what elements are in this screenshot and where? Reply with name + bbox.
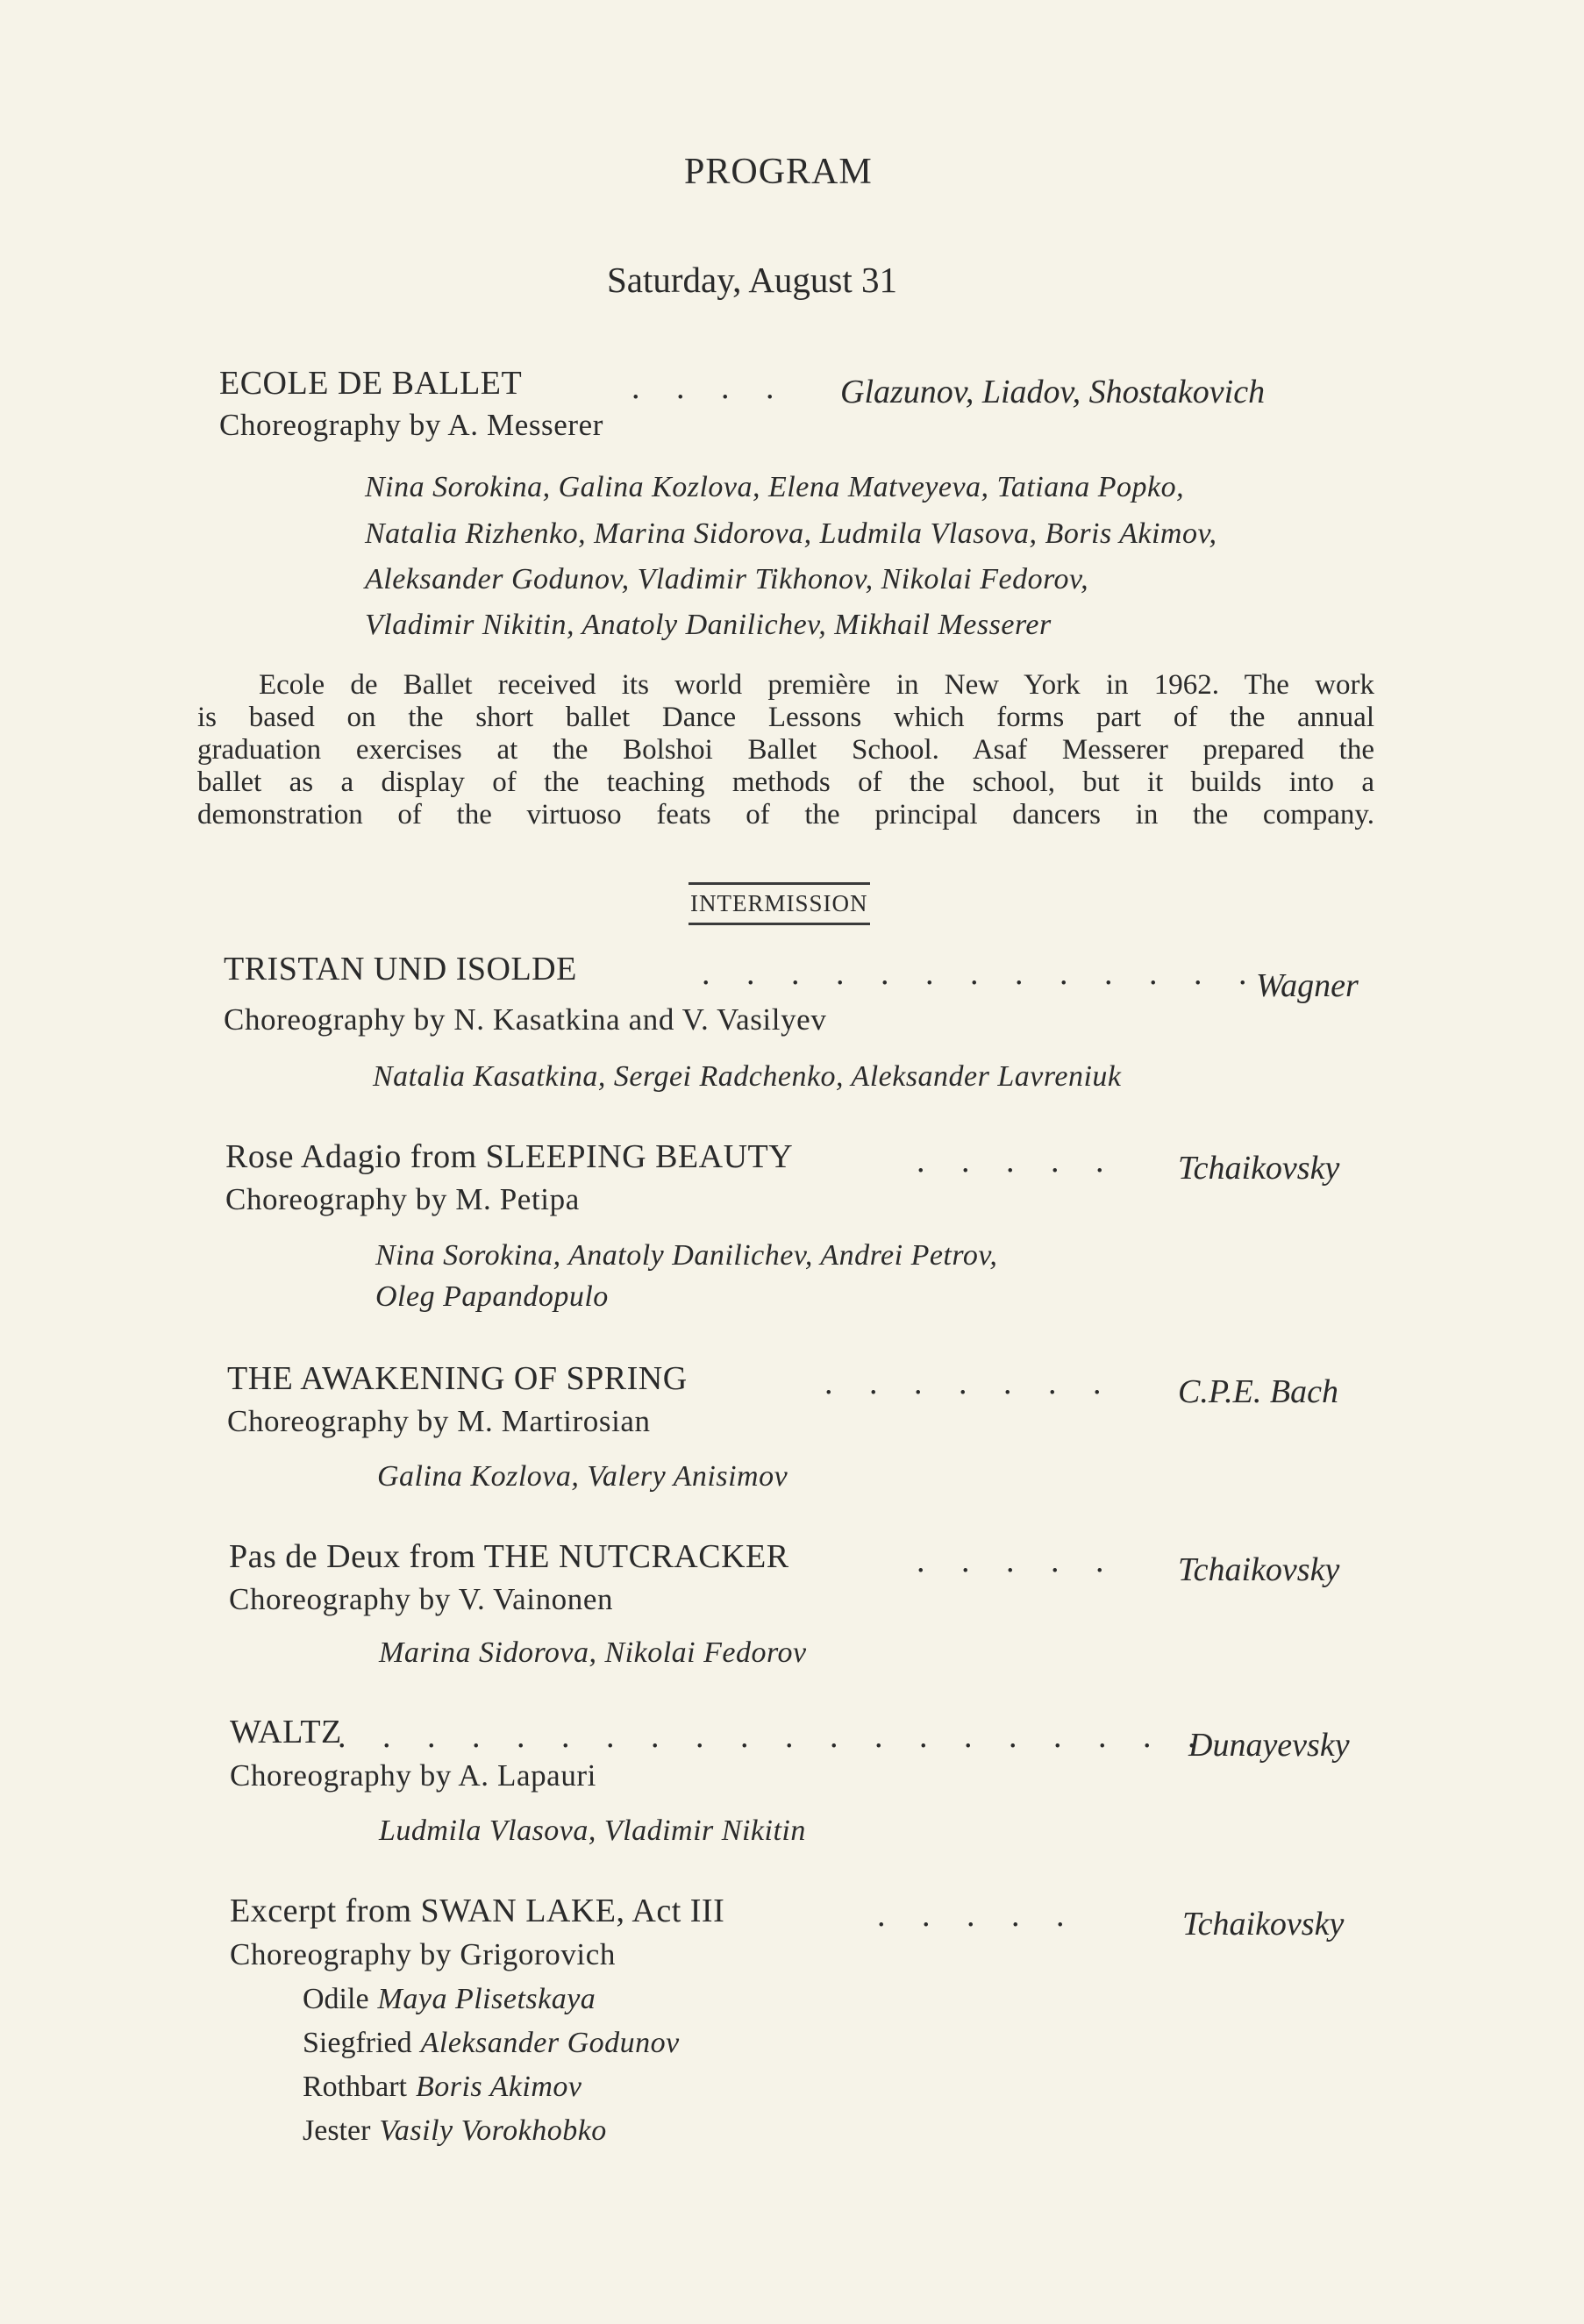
piece-title: THE AWAKENING OF SPRING xyxy=(227,1360,688,1397)
choreographer: Choreography by N. Kasatkina and V. Vasilyev xyxy=(224,1002,827,1037)
page-title: PROGRAM xyxy=(684,152,873,192)
cast-line: Aleksander Godunov, Vladimir Tikhonov, Nikolai Fedorov, xyxy=(365,563,1089,595)
piece-title: Excerpt from SWAN LAKE, Act III xyxy=(230,1893,725,1929)
piece-title: Pas de Deux from THE NUTCRACKER xyxy=(229,1538,789,1575)
leader-dots: . . . . . . . . . . . . . . . . . . . . xyxy=(338,1718,1210,1755)
cast-line: Natalia Kasatkina, Sergei Radchenko, Aleksander Lavreniuk xyxy=(373,1060,1122,1093)
leader-dots: . . . . . xyxy=(917,1143,1118,1180)
choreographer: Choreography by A. Messerer xyxy=(219,408,604,442)
choreographer: Choreography by A. Lapauri xyxy=(230,1758,596,1793)
piece-title: Rose Adagio from SLEEPING BEAUTY xyxy=(225,1138,794,1175)
piece-title: WALTZ xyxy=(230,1714,342,1750)
piece-title: ECOLE DE BALLET xyxy=(219,365,523,402)
cast-line: Vladimir Nikitin, Anatoly Danilichev, Mikhail Messerer xyxy=(365,609,1052,641)
cast-line: Natalia Rizhenko, Marina Sidorova, Ludmila Vlasova, Boris Akimov, xyxy=(365,517,1217,550)
leader-dots: . . . . . . . xyxy=(824,1365,1116,1401)
leader-dots: . . . . . . . . . . . . . xyxy=(702,955,1261,992)
cast-line: Galina Kozlova, Valery Anisimov xyxy=(377,1460,788,1493)
composer: Tchaikovsky xyxy=(1178,1551,1340,1588)
role-name: Siegfried xyxy=(303,2027,412,2059)
paragraph-line: graduation exercises at the Bolshoi Ballet School. Asaf Messerer prepared the xyxy=(197,734,1374,766)
cast-line: Marina Sidorova, Nikolai Fedorov xyxy=(379,1636,807,1669)
leader-dots: . . . . xyxy=(631,369,788,406)
paragraph-line: Ecole de Ballet received its world première in New York in 1962. The work xyxy=(259,669,1374,701)
intermission-label: INTERMISSION xyxy=(689,882,870,925)
paragraph-line: ballet as a display of the teaching methods of the school, but it builds into a xyxy=(197,766,1374,798)
performance-date: Saturday, August 31 xyxy=(607,260,898,300)
role-name: Rothbart xyxy=(303,2071,407,2103)
composer: Wagner xyxy=(1256,967,1359,1004)
piece-title: TRISTAN UND ISOLDE xyxy=(224,951,577,987)
role-name: Odile xyxy=(303,1983,369,2015)
role-line xyxy=(303,2027,680,2060)
dancer-name: Vasily Vorokhobko xyxy=(379,2114,607,2147)
dancer-name: Aleksander Godunov xyxy=(420,2027,680,2059)
cast-line: Nina Sorokina, Galina Kozlova, Elena Matveyeva, Tatiana Popko, xyxy=(365,471,1185,503)
choreographer: Choreography by M. Martirosian xyxy=(227,1404,651,1438)
paragraph-line: demonstration of the virtuoso feats of the principal dancers in the company. xyxy=(197,799,1374,831)
role-line xyxy=(303,2114,607,2148)
composer: Dunayevsky xyxy=(1188,1727,1350,1764)
composer: Tchaikovsky xyxy=(1178,1150,1340,1187)
role-line xyxy=(303,2071,582,2104)
dancer-name: Boris Akimov xyxy=(415,2071,582,2103)
composer: Tchaikovsky xyxy=(1182,1906,1345,1943)
description-paragraph xyxy=(197,669,1374,831)
choreographer: Choreography by V. Vainonen xyxy=(229,1582,614,1616)
leader-dots: . . . . . xyxy=(917,1543,1118,1579)
cast-line: Ludmila Vlasova, Vladimir Nikitin xyxy=(379,1814,806,1847)
role-line xyxy=(303,1983,596,2016)
cast-line: Nina Sorokina, Anatoly Danilichev, Andrei Petrov, xyxy=(375,1239,998,1272)
paragraph-line: is based on the short ballet Dance Lessons which forms part of the annual xyxy=(197,702,1374,733)
cast-line: Oleg Papandopulo xyxy=(375,1280,609,1313)
composer: C.P.E. Bach xyxy=(1178,1373,1338,1410)
dancer-name: Maya Plisetskaya xyxy=(377,1983,596,2015)
role-name: Jester xyxy=(303,2114,371,2147)
composer: Glazunov, Liadov, Shostakovich xyxy=(840,374,1266,410)
choreographer: Choreography by Grigorovich xyxy=(230,1937,616,1971)
choreographer: Choreography by M. Petipa xyxy=(225,1182,580,1216)
leader-dots: . . . . . xyxy=(877,1897,1079,1934)
